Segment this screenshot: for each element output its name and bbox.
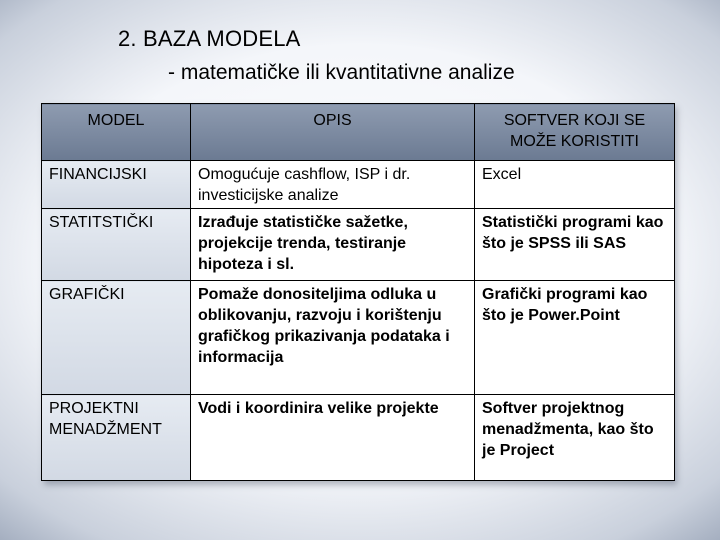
opis-cell: Vodi i koordinira velike projekte bbox=[191, 395, 475, 481]
table-row bbox=[42, 209, 675, 281]
slide-title: 2. BAZA MODELA bbox=[118, 26, 301, 51]
opis-cell: Izrađuje statističke sažetke, projekcije trenda, testiranje hipoteza i sl. bbox=[191, 209, 475, 281]
opis-cell: Pomaže donositeljima odluka u oblikovanju, razvoju i korištenju grafičkog prikazivanja podataka i informacija bbox=[191, 281, 475, 395]
table-row bbox=[42, 395, 675, 481]
model-cell: PROJEKTNI MENADŽMENT bbox=[42, 395, 191, 481]
table-row bbox=[42, 281, 675, 395]
model-table bbox=[41, 103, 675, 481]
header-model: MODEL bbox=[42, 104, 191, 161]
table-row bbox=[42, 161, 675, 209]
softver-cell: Softver projektnog menadžmenta, kao što je Project bbox=[475, 395, 675, 481]
model-cell: STATITSTIČKI bbox=[42, 209, 191, 281]
opis-cell: Omogućuje cashflow, ISP i dr. investicijske analize bbox=[191, 161, 475, 209]
softver-cell: Grafički programi kao što je Power.Point bbox=[475, 281, 675, 395]
header-softver: SOFTVER KOJI SE MOŽE KORISTITI bbox=[475, 104, 675, 161]
slide-subtitle: - matematičke ili kvantitativne analize bbox=[168, 61, 515, 84]
model-cell: FINANCIJSKI bbox=[42, 161, 191, 209]
softver-cell: Statistički programi kao što je SPSS ili SAS bbox=[475, 209, 675, 281]
model-cell: GRAFIČKI bbox=[42, 281, 191, 395]
header-opis: OPIS bbox=[191, 104, 475, 161]
table-header-row bbox=[42, 104, 675, 161]
softver-cell: Excel bbox=[475, 161, 675, 209]
model-table-container bbox=[41, 103, 674, 481]
